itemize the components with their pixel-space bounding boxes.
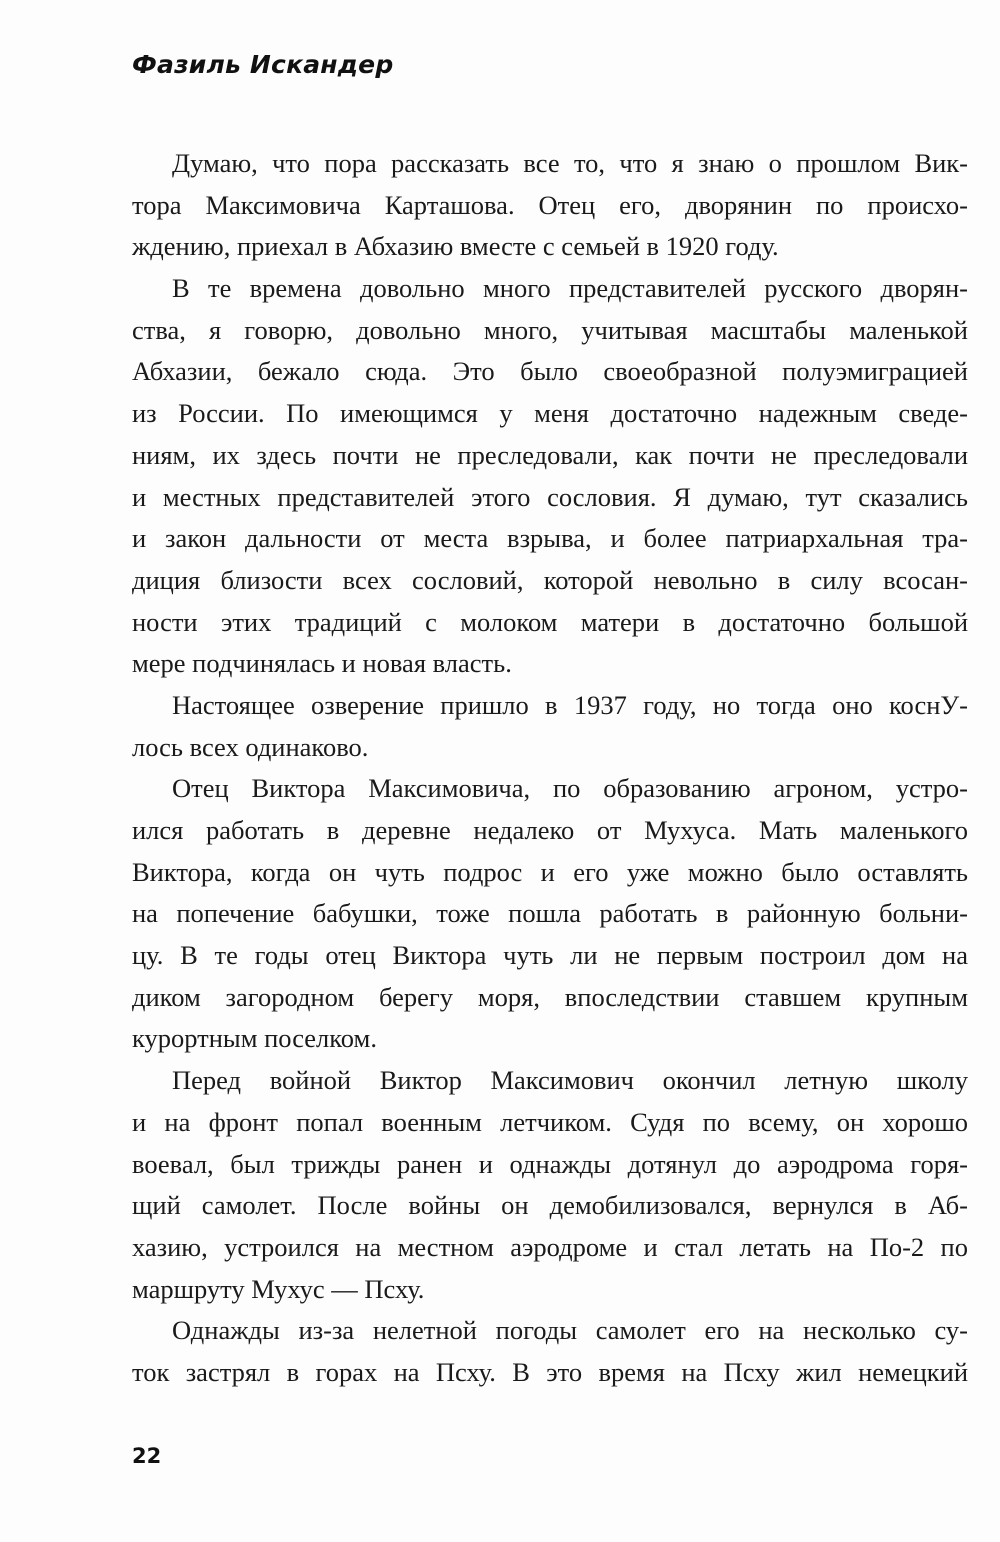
text-line: ниям, их здесь почти не преследовали, как почти не преследовали — [132, 439, 968, 470]
text-line: Настоящее озверение пришло в 1937 году, но тогда оно коснУ- — [172, 689, 968, 720]
page-number: 22 — [132, 1444, 162, 1468]
text-line: лось всех одинаково. — [132, 731, 369, 762]
text-line: В те времена довольно много представителей русского дворян- — [172, 273, 968, 304]
text-line: маршруту Мухус — Псху. — [132, 1273, 425, 1304]
text-line: и местных представителей этого сословия. Я думаю, тут сказались — [132, 481, 968, 512]
text-line: Думаю, что пора рассказать все то, что я знаю о прошлом Вик- — [172, 148, 968, 178]
text-line: диком загородном берегу моря, впоследствии ставшем крупным — [132, 981, 968, 1012]
text-line: на попечение бабушки, тоже пошла работать в районную больни- — [132, 898, 968, 929]
text-line: Абхазии, бежало сюда. Это было своеобразной полуэмиграцией — [132, 356, 968, 387]
text-line: ности этих традиций с молоком матери в достаточно большой — [132, 606, 968, 637]
text-line: цу. В те годы отец Виктора чуть ли не первым построил дом на — [132, 940, 968, 971]
text-line: Перед войной Виктор Максимович окончил летную школу — [172, 1065, 968, 1096]
text-line: и закон дальности от места взрыва, и более патриархальная тра- — [132, 523, 968, 554]
text-line: мере подчинялась и новая власть. — [132, 648, 512, 679]
text-line: Отец Виктора Максимовича, по образованию агроном, устро- — [172, 773, 968, 804]
text-line: курортным поселком. — [132, 1023, 377, 1054]
text-line: Однажды из-за нелетной погоды самолет его на несколько су- — [172, 1315, 968, 1346]
text-line: диция близости всех сословий, которой невольно в силу всосан- — [132, 564, 968, 595]
text-line: воевал, был трижды ранен и однажды дотянул до аэродрома горя- — [132, 1148, 968, 1179]
text-line: и на фронт попал военным летчиком. Судя по всему, он хорошо — [132, 1106, 968, 1137]
text-line: щий самолет. После войны он демобилизовался, вернулся в Аб- — [132, 1190, 968, 1221]
text-line: ился работать в деревне недалеко от Мухуса. Мать маленького — [132, 815, 968, 845]
text-line: ждению, приехал в Абхазию вместе с семьей в 1920 году. — [132, 231, 779, 262]
text-line: из России. По имеющимся у меня достаточно надежным сведе- — [132, 398, 968, 429]
text-line: Виктора, когда он чуть подрос и его уже можно было оставлять — [132, 856, 968, 887]
text-line: тора Максимовича Карташова. Отец его, дворянин по происхо- — [132, 189, 968, 220]
running-title: Фазиль Искандер — [132, 50, 394, 79]
text-line: ства, я говорю, довольно много, учитывая масштабы маленькой — [132, 314, 968, 345]
body-text — [132, 143, 968, 1394]
text-line: хазию, устроился на местном аэродроме и стал летать на По-2 по — [132, 1231, 968, 1262]
text-line: ток застрял в горах на Псху. В это время на Псху жил немецкий — [132, 1356, 968, 1387]
